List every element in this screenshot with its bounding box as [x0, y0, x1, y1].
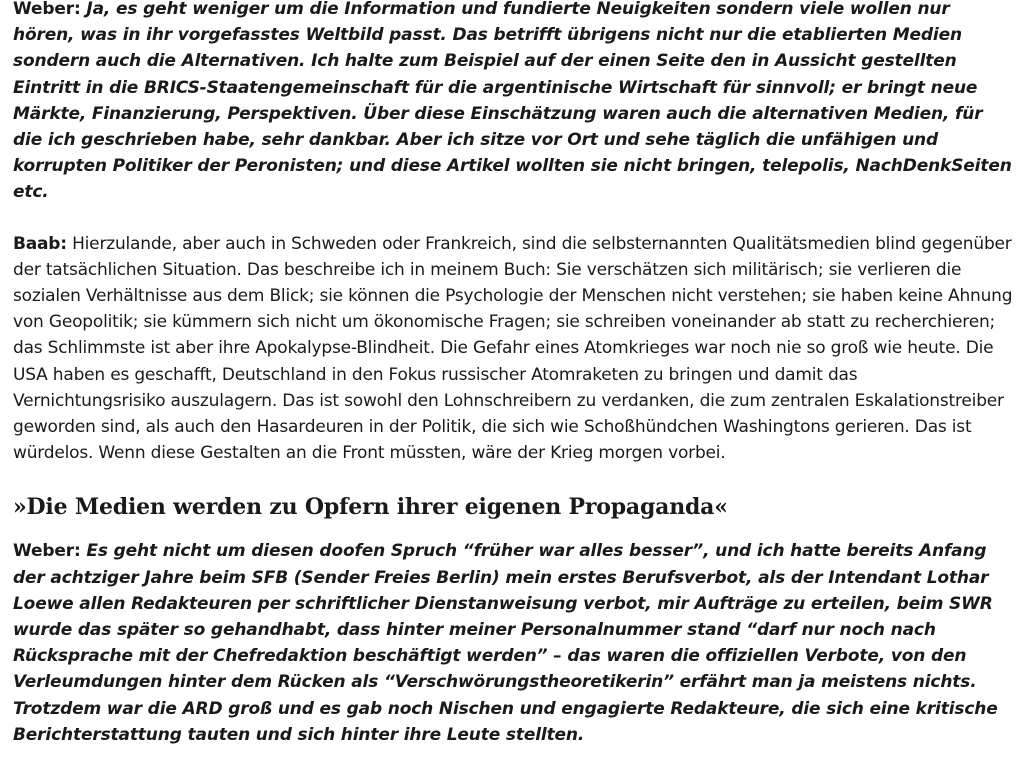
section-heading: »Die Medien werden zu Opfern ihrer eigenen Propaganda«: [13, 494, 728, 521]
interview-answer-weber-1: [13, 0, 1013, 206]
speaker-label: Weber:: [13, 0, 81, 19]
answer-text: Hierzulande, aber auch in Schweden oder Frankreich, sind die selbsternannten Qualitätsmedien blind gegenüber der tatsächlichen Situation. Das beschreibe ich in meinem Buch: Sie verschätzen sich militärisch; sie verlieren die sozialen Verhältnisse aus dem Blick; sie können die Psychologie der Menschen nicht verstehen; sie haben keine Ahnung von Geopolitik; sie kümmern sich nicht um ökonomische Fragen; sie schreiben voneinander ab statt zu recherchieren; das Schlimmste ist aber ihre Apokalypse-Blindheit. Die Gefahr eines Atomkrieges war noch nie so groß wie heute. Die USA haben es geschafft, Deutschland in den Fokus russischer Atomraketen zu bringen und damit das Vernichtungsrisiko auszulagern. Das ist sowohl den Lohnschreibern zu verdanken, die zum zentralen Eskalationstreiber geworden sind, als auch den Hasardeuren in der Politik, die sich wie Schoßhündchen Washingtons gerieren. Das ist würdelos. Wenn diese Gestalten an die Front müssten, wäre der Krieg morgen vorbei.: [13, 233, 1013, 464]
answer-text: Ja, es geht weniger um die Information und fundierte Neuigkeiten sondern viele wollen nur hören, was in ihr vorgefasstes Weltbild passt. Das betrifft übrigens nicht nur die etablierten Medien sondern auch die Alternativen. Ich halte zum Beispiel auf der einen Seite den in Aussicht gestellten Eintritt in die BRICS-Staatengemeinschaft für die argentinische Wirtschaft für sinnvoll; er bringt neue Märkte, Finanzierung, Perspektiven. Über diese Einschätzung waren auch die alternativen Medien, für die ich geschrieben habe, sehr dankbar. Aber ich sitze vor Ort und sehe täglich die unfähigen und korrupten Politiker der Peronisten; und diese Artikel wollten sie nicht bringen, telepolis, NachDenkSeiten etc.: [13, 0, 1012, 203]
interview-answer-baab: [13, 231, 1013, 467]
answer-text: Es geht nicht um diesen doofen Spruch “früher war alles besser”, und ich hatte bereits Anfang der achtziger Jahre beim SFB (Sender Freies Berlin) mein erstes Berufsverbot, als der Intendant Lothar Loewe allen Redakteuren per schriftlicher Dienstanweisung verbot, mir Aufträge zu erteilen, beim SWR wurde das später so gehandhabt, dass hinter meiner Personalnummer stand “darf nur noch nach Rücksprache mit der Chefredaktion beschäftigt werden” – das waren die offiziellen Verbote, von den Verleumdungen hinter dem Rücken als “Verschwörungstheoretikerin” erfährt man ja meistens nichts. Trotzdem war die ARD groß und es gab noch Nischen und engagierte Redakteure, die sich eine kritische Berichterstattung tauten und sich hinter ihre Leute stellten.: [13, 541, 998, 745]
interview-answer-weber-2: [13, 538, 1013, 748]
speaker-label: Baab:: [13, 233, 67, 254]
speaker-label: Weber:: [13, 541, 81, 562]
